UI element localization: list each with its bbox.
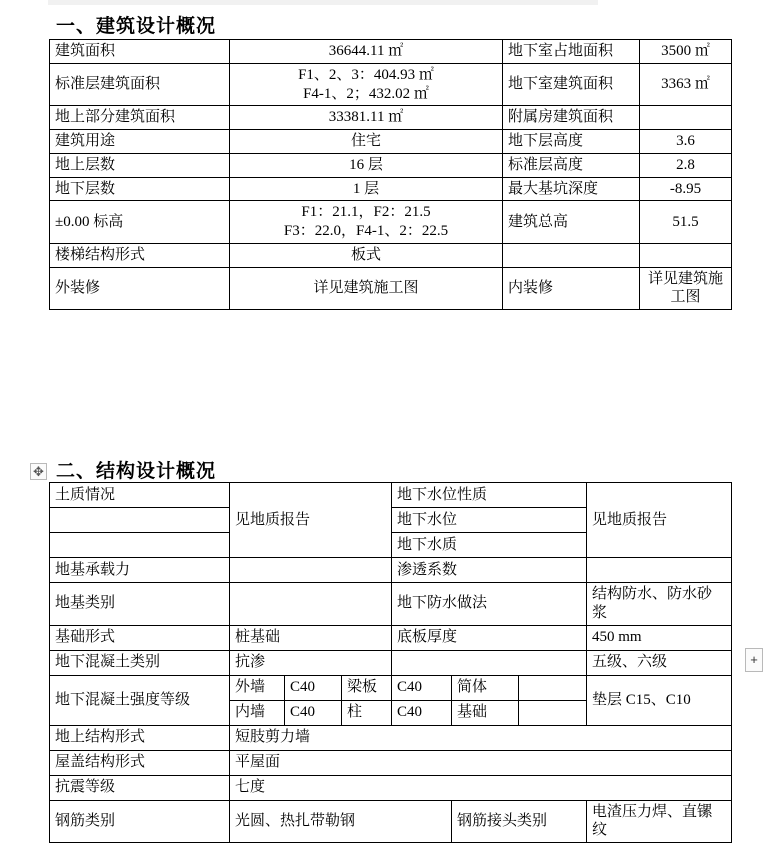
cell-value: 3500 ㎡ <box>640 40 732 64</box>
cell-gw-level-label: 地下水位 <box>392 508 587 533</box>
cell-bearing-value <box>230 558 392 583</box>
table-row <box>50 243 732 267</box>
cell-value: 3363 ㎡ <box>640 63 732 106</box>
table-row <box>50 267 732 310</box>
cell-foundation-label: 基础 <box>452 700 519 725</box>
cell-permeability-label: 渗透系数 <box>392 558 587 583</box>
cell-value: 36644.11 ㎡ <box>230 40 503 64</box>
cell-outer-wall-value: C40 <box>285 675 342 700</box>
cell-base-form-value: 桩基础 <box>230 625 392 650</box>
cell-label: 建筑总高 <box>503 201 640 244</box>
page-title-section-1: 一、建筑设计概况 <box>56 16 217 37</box>
table-row <box>50 130 732 154</box>
cell-gw-water-label: 地下水质 <box>392 533 587 558</box>
cell-geo-report-right: 见地质报告 <box>587 483 732 558</box>
cell-joint-label: 钢筋接头类别 <box>452 800 587 843</box>
cell-concrete-category-label: 地下混凝土类别 <box>50 650 230 675</box>
building-design-table <box>49 39 732 310</box>
cell-label: 地上层数 <box>50 153 230 177</box>
cell-label: 楼梯结构形式 <box>50 243 230 267</box>
cell-tube-value <box>519 675 587 700</box>
cell-cushion-value: 垫层 C15、C10 <box>587 675 732 725</box>
cell-foundation-value <box>519 700 587 725</box>
table-row <box>50 650 732 675</box>
cell-bearing-label: 地基承载力 <box>50 558 230 583</box>
cell-waterproof-label: 地下防水做法 <box>392 583 587 626</box>
cell-value: -8.95 <box>640 177 732 201</box>
table-row <box>50 558 732 583</box>
cell-label: 地下层高度 <box>503 130 640 154</box>
cell-label: 地下室占地面积 <box>503 40 640 64</box>
table-row <box>50 800 732 843</box>
cell-strength-label: 地下混凝土强度等级 <box>50 675 230 725</box>
top-rule <box>48 0 598 5</box>
cell-label: 内装修 <box>503 267 640 310</box>
cell-permeability-value <box>587 558 732 583</box>
cell-inner-wall-label: 内墙 <box>230 700 285 725</box>
move-handle-icon[interactable]: ✥ <box>30 463 47 480</box>
table-row <box>50 63 732 106</box>
cell-value: 详见建筑施工图 <box>640 267 732 310</box>
cell-gw-quality-label: 地下水位性质 <box>392 483 587 508</box>
table-row <box>50 583 732 626</box>
table-row <box>50 725 732 750</box>
cell-value: 详见建筑施工图 <box>230 267 503 310</box>
cell-value <box>640 106 732 130</box>
cell-inner-wall-value: C40 <box>285 700 342 725</box>
cell-soil-label: 土质情况 <box>50 483 230 508</box>
table-row <box>50 625 732 650</box>
cell-beam-slab-value: C40 <box>392 675 452 700</box>
cell-value: 住宅 <box>230 130 503 154</box>
table-row <box>50 153 732 177</box>
cell-grade-label: 五级、六级 <box>587 650 732 675</box>
cell-label: 地上部分建筑面积 <box>50 106 230 130</box>
cell-slab-thickness-value: 450 mm <box>587 625 732 650</box>
page-title-section-2: 二、结构设计概况 <box>56 461 217 482</box>
cell-above-structure-value: 短肢剪力墙 <box>230 725 732 750</box>
cell-waterproof-value: 结构防水、防水砂浆 <box>587 583 732 626</box>
cell-beam-slab-label: 梁板 <box>342 675 392 700</box>
cell-value: F1：21.1，F2：21.5 F3：22.0，F4-1、2：22.5 <box>230 201 503 244</box>
cell-value: 3.6 <box>640 130 732 154</box>
cell-slab-thickness-label: 底板厚度 <box>392 625 587 650</box>
cell-label: 地下层数 <box>50 177 230 201</box>
cell-label: 地下室建筑面积 <box>503 63 640 106</box>
cell-seismic-value: 七度 <box>230 775 732 800</box>
table-row <box>50 201 732 244</box>
cell-outer-wall-label: 外墙 <box>230 675 285 700</box>
cell-label: 最大基坑深度 <box>503 177 640 201</box>
cell-value: 16 层 <box>230 153 503 177</box>
table-row <box>50 106 732 130</box>
cell-value: 51.5 <box>640 201 732 244</box>
cell-value: 1 层 <box>230 177 503 201</box>
cell-rebar-value: 光圆、热扎带勒钢 <box>230 800 452 843</box>
cell-concrete-category-value: 抗渗 <box>230 650 392 675</box>
cell-label: 附属房建筑面积 <box>503 106 640 130</box>
cell-roof-structure-label: 屋盖结构形式 <box>50 750 230 775</box>
cell-label: 建筑用途 <box>50 130 230 154</box>
cell-seismic-label: 抗震等级 <box>50 775 230 800</box>
table-row <box>50 775 732 800</box>
cell-label: 外装修 <box>50 267 230 310</box>
table-row <box>50 750 732 775</box>
cell-rebar-label: 钢筋类别 <box>50 800 230 843</box>
cell-joint-value: 电渣压力焊、直镙纹 <box>587 800 732 843</box>
table-row <box>50 483 732 508</box>
cell-value: F1、2、3：404.93 ㎡ F4-1、2；432.02 ㎡ <box>230 63 503 106</box>
cell-value: 2.8 <box>640 153 732 177</box>
add-row-button[interactable]: + <box>745 648 763 672</box>
table-row <box>50 177 732 201</box>
cell-label: ±0.00 标高 <box>50 201 230 244</box>
structure-design-table <box>49 482 732 843</box>
cell-label: 标准层高度 <box>503 153 640 177</box>
cell-blank <box>392 650 587 675</box>
cell-blank <box>50 533 230 558</box>
cell-foundation-type-label: 地基类别 <box>50 583 230 626</box>
cell-above-structure-label: 地上结构形式 <box>50 725 230 750</box>
cell-value <box>640 243 732 267</box>
cell-roof-structure-value: 平屋面 <box>230 750 732 775</box>
cell-geo-report-left: 见地质报告 <box>230 483 392 558</box>
cell-base-form-label: 基础形式 <box>50 625 230 650</box>
cell-value: 33381.11 ㎡ <box>230 106 503 130</box>
cell-foundation-type-value <box>230 583 392 626</box>
cell-value: 板式 <box>230 243 503 267</box>
table-row <box>50 675 732 700</box>
cell-label: 建筑面积 <box>50 40 230 64</box>
cell-column-value: C40 <box>392 700 452 725</box>
cell-label: 标准层建筑面积 <box>50 63 230 106</box>
cell-blank <box>50 508 230 533</box>
cell-label <box>503 243 640 267</box>
table-row <box>50 40 732 64</box>
cell-column-label: 柱 <box>342 700 392 725</box>
cell-tube-label: 简体 <box>452 675 519 700</box>
